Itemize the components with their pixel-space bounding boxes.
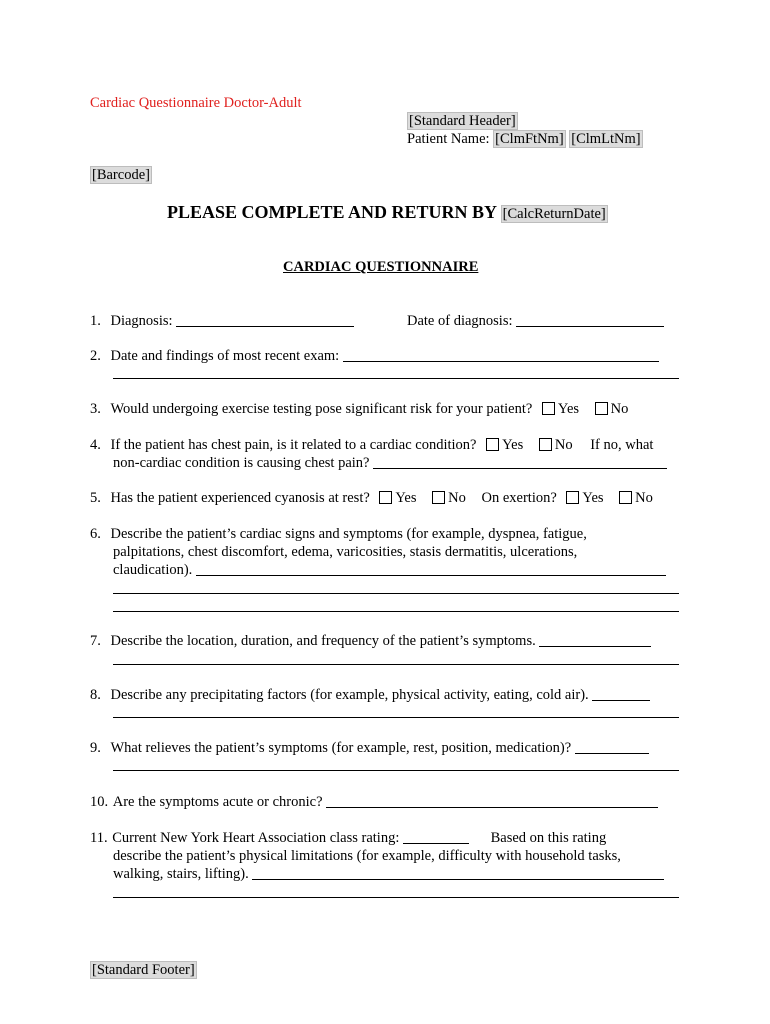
question-9 bbox=[90, 739, 649, 757]
no-label: No bbox=[448, 490, 466, 506]
nyha-class-field[interactable] bbox=[403, 829, 469, 844]
yes-label: Yes bbox=[557, 401, 580, 417]
symptom-location-field-line-2[interactable] bbox=[113, 664, 679, 665]
symptom-relief-field[interactable] bbox=[575, 739, 649, 754]
patient-name-label: Patient Name: bbox=[407, 131, 490, 147]
cyanosis-exertion-no-checkbox[interactable] bbox=[619, 491, 632, 504]
symptom-relief-label: What relieves the patient’s symptoms (for example, rest, position, medication)? bbox=[110, 740, 572, 756]
signs-symptoms-label-line-3: claudication). bbox=[113, 562, 193, 578]
barcode-field: [Barcode] bbox=[92, 167, 150, 183]
precipitating-factors-field-line-2[interactable] bbox=[113, 717, 679, 718]
non-cardiac-condition-field[interactable] bbox=[373, 454, 667, 469]
form-name: Cardiac Questionnaire Doctor-Adult bbox=[90, 95, 302, 111]
yes-label: Yes bbox=[395, 490, 417, 506]
question-number: 11. bbox=[90, 830, 108, 846]
question-number: 7. bbox=[90, 633, 101, 649]
symptom-location-label: Describe the location, duration, and frequency of the patient’s symptoms. bbox=[110, 633, 536, 649]
no-label: No bbox=[554, 437, 573, 453]
return-date-field: [CalcReturnDate] bbox=[502, 206, 606, 222]
chest-pain-followup-label: If no, what bbox=[590, 437, 654, 453]
yes-label: Yes bbox=[502, 437, 524, 453]
signs-symptoms-field-line-2[interactable] bbox=[113, 593, 679, 594]
symptom-location-field[interactable] bbox=[539, 632, 651, 647]
standard-footer bbox=[90, 961, 197, 979]
nyha-class-label: Current New York Heart Association class rating: bbox=[112, 830, 400, 846]
question-1 bbox=[90, 312, 354, 330]
recent-exam-field-line-2[interactable] bbox=[113, 378, 679, 379]
question-11 bbox=[90, 829, 606, 847]
question-number: 6. bbox=[90, 526, 101, 542]
return-title-line bbox=[167, 201, 608, 223]
patient-last-name-field: [ClmLtNm] bbox=[571, 131, 641, 147]
cyanosis-rest-no-checkbox[interactable] bbox=[432, 491, 445, 504]
exercise-risk-no-checkbox[interactable] bbox=[595, 402, 608, 415]
acute-chronic-field[interactable] bbox=[326, 793, 658, 808]
question-number: 2. bbox=[90, 348, 101, 364]
question-6 bbox=[90, 525, 587, 543]
signs-symptoms-label-line-2: palpitations, chest discomfort, edema, varicosities, stasis dermatitis, ulcerations, bbox=[113, 544, 578, 560]
standard-header-field: [Standard Header] bbox=[409, 113, 516, 129]
question-number: 8. bbox=[90, 687, 101, 703]
section-title-text: CARDIAC QUESTIONNAIRE bbox=[283, 259, 479, 275]
signs-symptoms-field[interactable] bbox=[196, 561, 666, 576]
standard-header bbox=[407, 112, 518, 130]
acute-chronic-label: Are the symptoms acute or chronic? bbox=[112, 794, 323, 810]
physical-limitations-field[interactable] bbox=[252, 865, 664, 880]
question-7 bbox=[90, 632, 651, 650]
recent-exam-field[interactable] bbox=[343, 347, 659, 362]
question-number: 3. bbox=[90, 401, 101, 417]
question-number: 5. bbox=[90, 490, 101, 506]
question-5 bbox=[90, 489, 653, 507]
question-number: 10. bbox=[90, 794, 109, 810]
question-3 bbox=[90, 400, 628, 418]
diagnosis-label: Diagnosis: bbox=[110, 313, 173, 329]
non-cardiac-condition-label: non-cardiac condition is causing chest pain? bbox=[113, 455, 370, 471]
question-8 bbox=[90, 686, 650, 704]
question-number: 1. bbox=[90, 313, 101, 329]
question-10 bbox=[90, 793, 658, 811]
physical-limitations-label-line-3: walking, stairs, lifting). bbox=[113, 866, 249, 882]
exercise-risk-label: Would undergoing exercise testing pose significant risk for your patient? bbox=[110, 401, 533, 417]
precipitating-factors-label: Describe any precipitating factors (for example, physical activity, eating, cold air). bbox=[110, 687, 589, 703]
question-number: 4. bbox=[90, 437, 101, 453]
question-4 bbox=[90, 436, 653, 454]
date-of-diagnosis-field[interactable] bbox=[516, 312, 664, 327]
signs-symptoms-label-line-1: Describe the patient’s cardiac signs and symptoms (for example, dyspnea, fatigue, bbox=[110, 526, 587, 542]
standard-footer-field: [Standard Footer] bbox=[92, 962, 195, 978]
cyanosis-rest-yes-checkbox[interactable] bbox=[379, 491, 392, 504]
no-label: No bbox=[635, 490, 653, 506]
date-of-diagnosis-label: Date of diagnosis: bbox=[407, 313, 513, 329]
patient-first-name-field: [ClmFtNm] bbox=[495, 131, 564, 147]
section-title bbox=[283, 258, 478, 276]
precipitating-factors-field[interactable] bbox=[592, 686, 650, 701]
cyanosis-exertion-yes-checkbox[interactable] bbox=[566, 491, 579, 504]
cyanosis-rest-label: Has the patient experienced cyanosis at rest? bbox=[110, 490, 370, 506]
signs-symptoms-field-line-3[interactable] bbox=[113, 611, 679, 612]
question-6-line-3 bbox=[113, 561, 666, 579]
question-2 bbox=[90, 347, 659, 365]
physical-limitations-label-line-2: describe the patient’s physical limitations (for example, difficulty with household tasks, bbox=[113, 848, 621, 864]
yes-label: Yes bbox=[582, 490, 604, 506]
symptom-relief-field-line-2[interactable] bbox=[113, 770, 679, 771]
question-4-line-2 bbox=[113, 454, 667, 472]
no-label: No bbox=[610, 401, 629, 417]
recent-exam-label: Date and findings of most recent exam: bbox=[110, 348, 340, 364]
return-title: PLEASE COMPLETE AND RETURN BY bbox=[167, 202, 498, 222]
question-11-line-3 bbox=[113, 865, 664, 883]
chest-pain-yes-checkbox[interactable] bbox=[486, 438, 499, 451]
diagnosis-field[interactable] bbox=[176, 312, 354, 327]
question-number: 9. bbox=[90, 740, 101, 756]
barcode bbox=[90, 166, 152, 184]
cyanosis-exertion-label: On exertion? bbox=[481, 490, 557, 506]
physical-limitations-field-line-2[interactable] bbox=[113, 897, 679, 898]
chest-pain-no-checkbox[interactable] bbox=[539, 438, 552, 451]
date-of-diagnosis bbox=[407, 312, 664, 330]
based-on-rating-label: Based on this rating bbox=[490, 830, 607, 846]
chest-pain-label: If the patient has chest pain, is it related to a cardiac condition? bbox=[110, 437, 477, 453]
patient-name-line bbox=[407, 130, 643, 148]
exercise-risk-yes-checkbox[interactable] bbox=[542, 402, 555, 415]
